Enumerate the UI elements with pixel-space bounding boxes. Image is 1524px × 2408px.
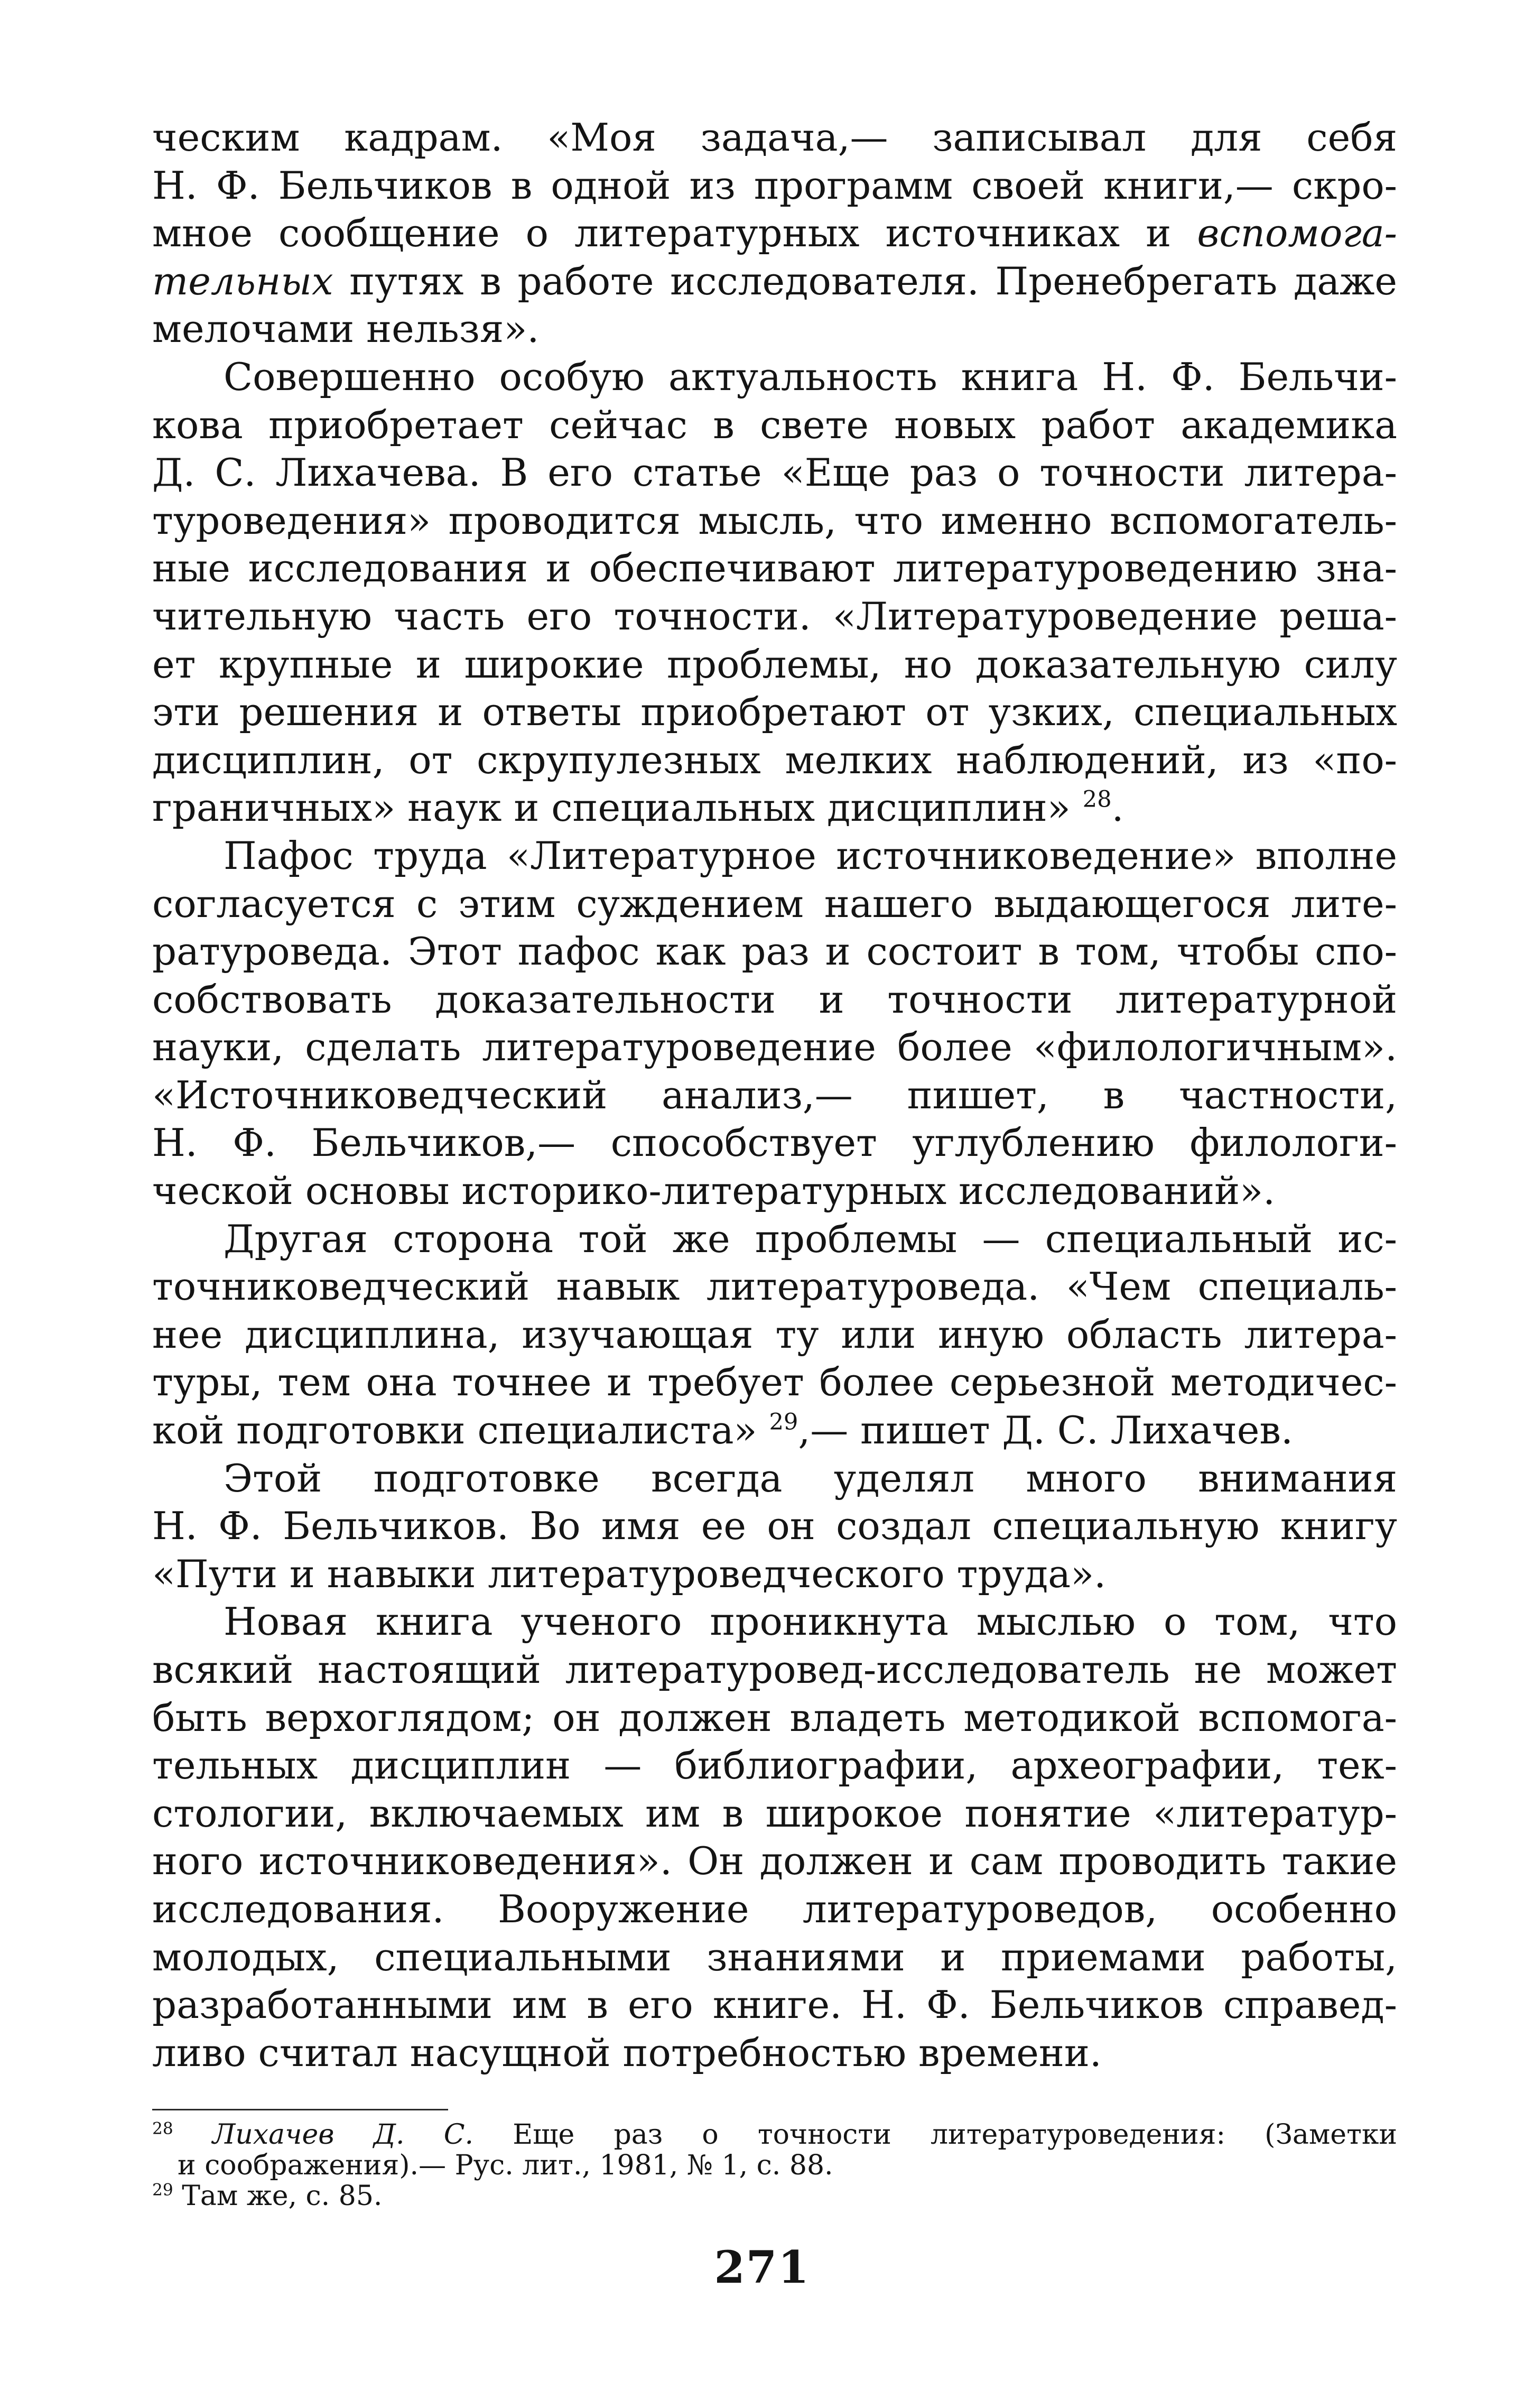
text-line: разработанными им в его книге. Н. Ф. Бельчиков справед- — [152, 1983, 1397, 2027]
text-line: тельных дисциплин — библиографии, археографии, тек- — [152, 1743, 1397, 1788]
footnote-divider — [152, 2109, 448, 2110]
text-line: ческой основы историко-литературных исследований». — [152, 1169, 1276, 1214]
text-line: мелочами нельзя». — [152, 307, 540, 351]
text-line: эти решения и ответы приобретают от узких, специальных — [152, 690, 1397, 735]
paragraph-start: Этой подготовке всегда уделял много внимания — [224, 1456, 1397, 1501]
footnote-author: Лихачев Д. С. — [212, 2119, 474, 2150]
text-line: Д. С. Лихачева. В его статье «Еще раз о точности литера- — [152, 450, 1397, 495]
text-line: стологии, включаемых им в широкое понятие «литератур- — [152, 1791, 1397, 1836]
footnote-ref-28: 28 — [1082, 786, 1112, 813]
text-line: туры, тем она точнее и требует более серьезной методичес- — [152, 1360, 1397, 1405]
text-line: кова приобретает сейчас в свете новых работ академика — [152, 402, 1397, 447]
text-line: ет крупные и широкие проблемы, но доказательную силу — [152, 642, 1397, 687]
text-line: молодых, специальными знаниями и приемами работы, — [152, 1934, 1397, 1979]
text-line: Н. Ф. Бельчиков,— способствует углублению филологи- — [152, 1120, 1397, 1165]
footnote-28 — [152, 2119, 1397, 2150]
text-line: собствовать доказательности и точности литературной — [152, 977, 1397, 1022]
text-line: всякий настоящий литературовед-исследователь не может — [152, 1647, 1397, 1692]
text-line: науки, сделать литературоведение более «филологичным». — [152, 1025, 1397, 1070]
text-line: «Пути и навыки литературоведческого труда». — [152, 1551, 1107, 1596]
footnote-marker: 28 — [152, 2119, 173, 2138]
paragraph-start: Другая сторона той же проблемы — специальный ис- — [224, 1216, 1397, 1261]
text-line — [152, 257, 1397, 305]
text-run: граничных» наук и специальных дисциплин» — [152, 785, 1083, 830]
text-line — [152, 209, 1397, 257]
text-line: нее дисциплина, изучающая ту или иную область литера- — [152, 1312, 1397, 1357]
footnote-text: Там же, с. 85. — [173, 2181, 383, 2211]
text-line: туроведения» проводится мысль, что именно вспомогатель- — [152, 498, 1397, 543]
text-line: исследования. Вооружение литературоведов, особенно — [152, 1886, 1397, 1931]
text-line: Н. Ф. Бельчиков. Во имя ее он создал специальную книгу — [152, 1504, 1397, 1549]
text-line — [152, 1406, 1397, 1455]
text-line: точниковедческий навык литературоведа. «Чем специаль- — [152, 1264, 1397, 1309]
text-line: ливо считал насущной потребностью времени. — [152, 2030, 1102, 2075]
paragraph-start: Пафос труда «Литературное источниковедение» вполне — [224, 833, 1397, 878]
text-run: путях в работе исследователя. Пренебрегать даже — [333, 258, 1397, 303]
text-line: Н. Ф. Бельчиков в одной из программ своей книги,— скро- — [152, 163, 1397, 208]
text-line — [152, 784, 1397, 832]
text-run: кой подготовки специалиста» — [152, 1408, 769, 1453]
paragraph-start: Новая книга ученого проникнута мыслью о том, что — [224, 1599, 1397, 1644]
page-number: 271 — [714, 2241, 810, 2293]
footnotes — [152, 2119, 1397, 2211]
text-line: ратуроведа. Этот пафос как раз и состоит в том, чтобы спо- — [152, 929, 1397, 974]
italic-run: тельных — [152, 258, 333, 303]
text-line: ческим кадрам. «Моя задача,— записывал для себя — [152, 115, 1397, 160]
main-text — [152, 114, 1397, 2077]
text-line: чительную часть его точности. «Литературоведение реша- — [152, 594, 1397, 638]
text-line: согласуется с этим суждением нашего выдающегося лите- — [152, 881, 1397, 926]
footnote-29 — [152, 2181, 1397, 2211]
text-line: «Источниковедческий анализ,— пишет, в частности, — [152, 1072, 1397, 1117]
text-line: дисциплин, от скрупулезных мелких наблюдений, из «по- — [152, 737, 1397, 782]
text-run: . — [1111, 785, 1124, 830]
footnote-text: Еще раз о точности литературоведения: (Заметки — [473, 2119, 1397, 2150]
text-run: мное сообщение о литературных источниках и — [152, 211, 1197, 256]
text-line: быть верхоглядом; он должен владеть методикой вспомога- — [152, 1695, 1397, 1740]
footnote-28-continued: и соображения).— Рус. лит., 1981, № 1, с. 88. — [178, 2150, 833, 2181]
footnote-marker: 29 — [152, 2181, 173, 2200]
text-line: ного источниковедения». Он должен и сам проводить такие — [152, 1839, 1397, 1884]
text-line: ные исследования и обеспечивают литературоведению зна- — [152, 546, 1397, 591]
text-run: ,— пишет Д. С. Лихачев. — [798, 1408, 1293, 1453]
italic-run: вспомога- — [1197, 211, 1397, 256]
footnote-ref-29: 29 — [769, 1409, 798, 1436]
paragraph-start: Совершенно особую актуальность книга Н. Ф. Бельчи- — [224, 354, 1397, 399]
